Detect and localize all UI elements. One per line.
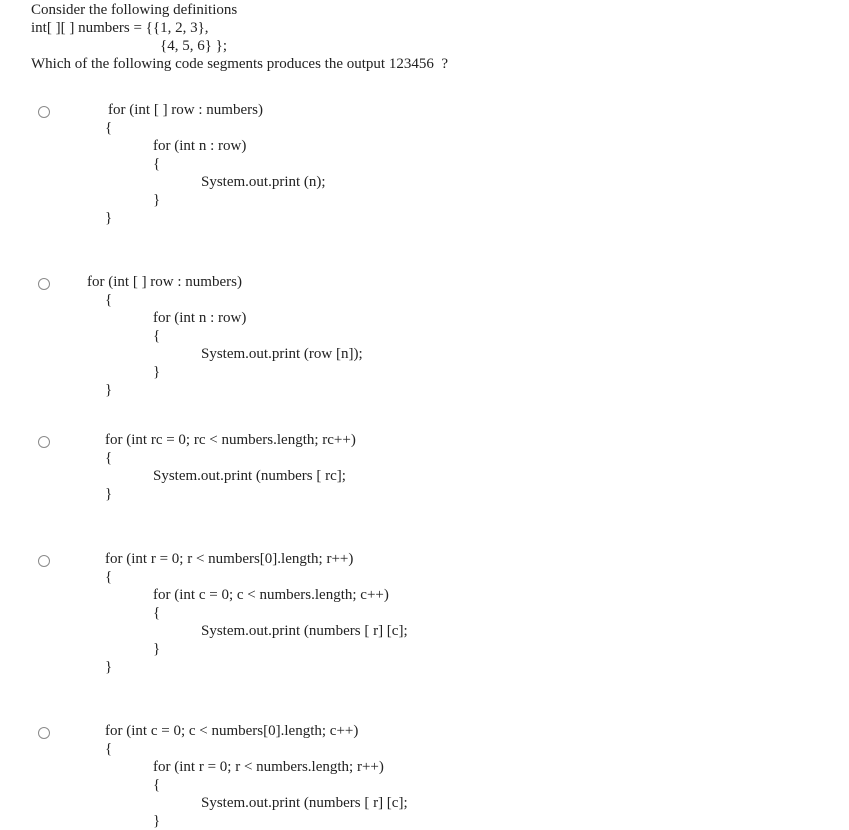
question-prompt: Which of the following code segments produces the output 123456 ? (31, 56, 448, 72)
option-b-radio[interactable] (38, 278, 50, 290)
question-line-1: Consider the following definitions (31, 2, 238, 18)
option-c-code-line: { (105, 450, 113, 466)
option-a-radio[interactable] (38, 106, 50, 118)
option-a-code-line: { (153, 156, 161, 172)
option-e-radio[interactable] (38, 727, 50, 739)
option-b-code-line: for (int n : row) (153, 310, 247, 326)
option-d-code-line: for (int r = 0; r < numbers[0].length; r++) (105, 551, 354, 567)
option-a-code-line: { (105, 120, 113, 136)
option-a-code-line: for (int n : row) (153, 138, 247, 154)
option-e-code-line: for (int r = 0; r < numbers.length; r++) (153, 759, 384, 775)
option-e-code-line: } (153, 813, 161, 829)
option-b-code-line: } (105, 382, 113, 398)
option-b-code-line: System.out.print (row [n]); (201, 346, 363, 362)
option-c-code-line: } (105, 486, 113, 502)
option-b-code-line: } (153, 364, 161, 380)
option-d-code-line: { (153, 605, 161, 621)
option-c-code-line: System.out.print (numbers [ rc]; (153, 468, 346, 484)
question-line-2: int[ ][ ] numbers = {{1, 2, 3}, (31, 20, 209, 36)
option-a-code-line: } (153, 192, 161, 208)
option-a-code-line: for (int [ ] row : numbers) (108, 102, 263, 118)
option-b-code-line: { (153, 328, 161, 344)
option-c-radio[interactable] (38, 436, 50, 448)
option-d-code-line: { (105, 569, 113, 585)
option-c-code-line: for (int rc = 0; rc < numbers.length; rc++) (105, 432, 356, 448)
option-e-code-line: { (153, 777, 161, 793)
option-a-code-line: } (105, 210, 113, 226)
option-b-code-line: { (105, 292, 113, 308)
option-b-code-line: for (int [ ] row : numbers) (87, 274, 242, 290)
option-e-code-line: { (105, 741, 113, 757)
option-d-code-line: for (int c = 0; c < numbers.length; c++) (153, 587, 389, 603)
question-line-3: {4, 5, 6} }; (160, 38, 228, 54)
option-d-code-line: } (153, 641, 161, 657)
option-e-code-line: for (int c = 0; c < numbers[0].length; c++) (105, 723, 359, 739)
option-d-radio[interactable] (38, 555, 50, 567)
option-a-code-line: System.out.print (n); (201, 174, 326, 190)
option-d-code-line: } (105, 659, 113, 675)
option-e-code-line: System.out.print (numbers [ r] [c]; (201, 795, 408, 811)
option-d-code-line: System.out.print (numbers [ r] [c]; (201, 623, 408, 639)
